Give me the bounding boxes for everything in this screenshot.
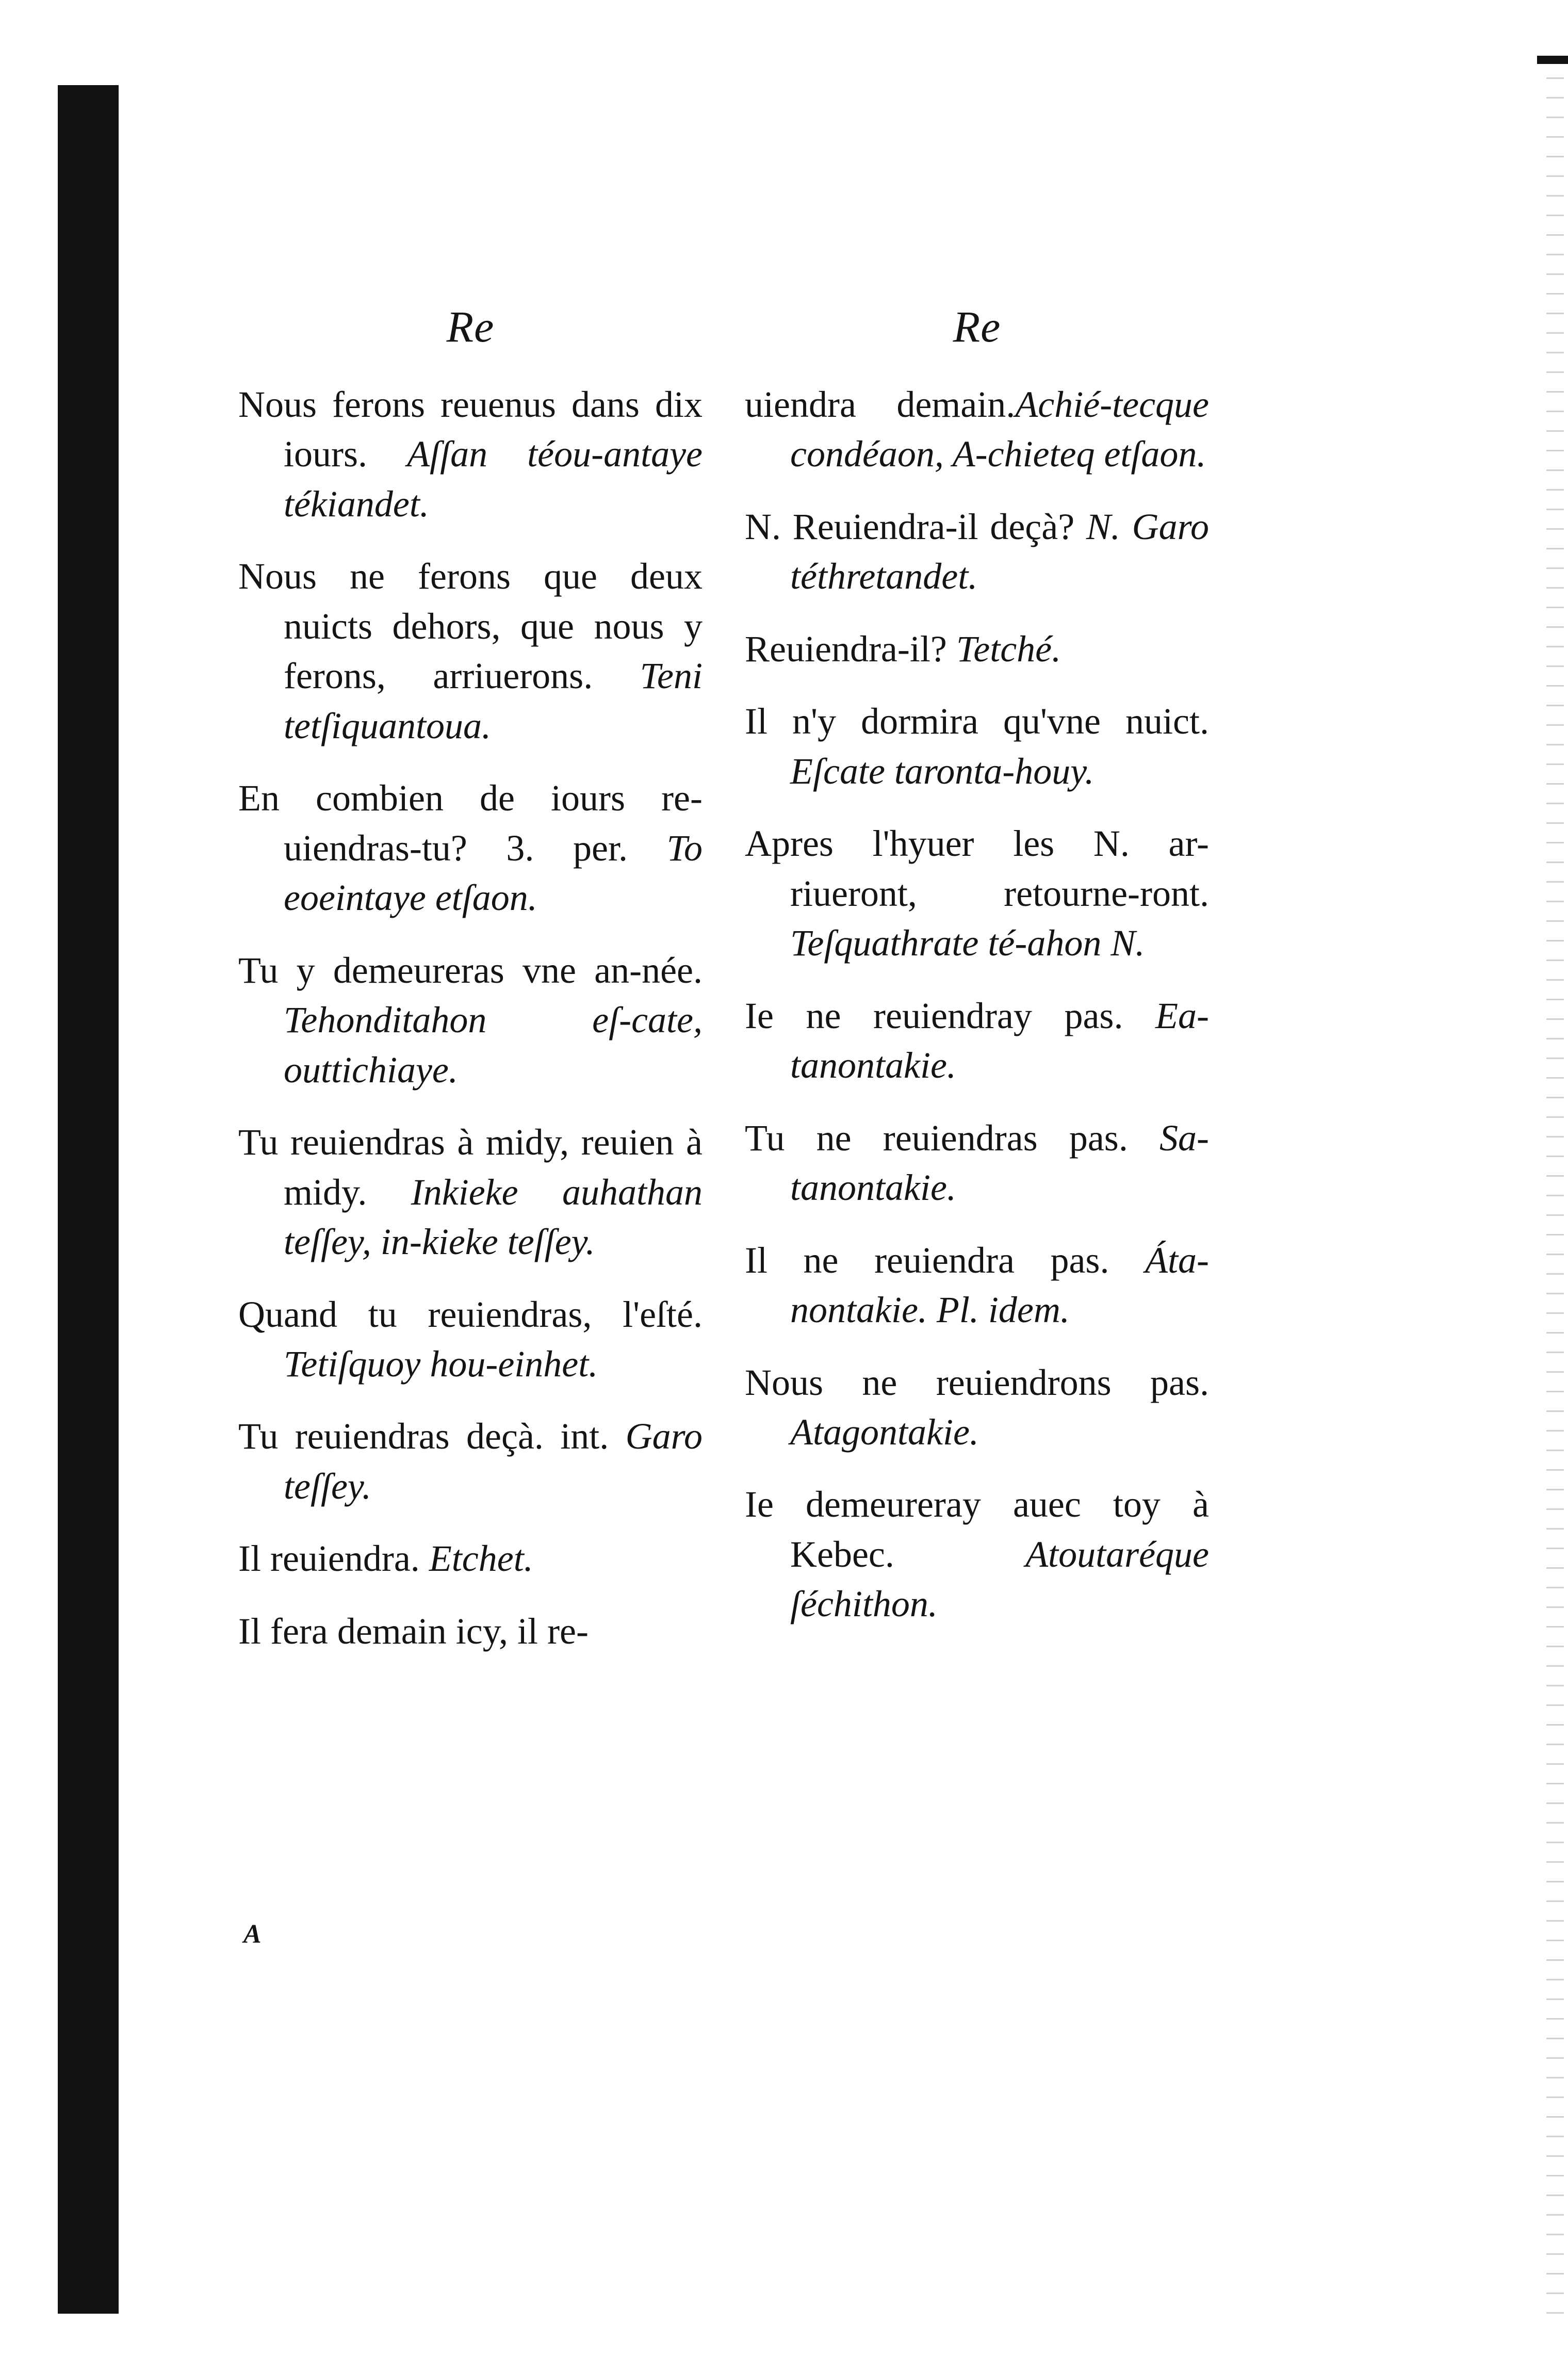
huron-translation: To eoeintaye etſaon. bbox=[284, 827, 703, 919]
huron-translation: Garo teſſey. bbox=[284, 1416, 703, 1507]
dictionary-entry bbox=[238, 1411, 703, 1511]
dictionary-entry bbox=[745, 624, 1209, 674]
huron-translation: Áta-nontakie. Pl. idem. bbox=[790, 1239, 1209, 1331]
right-entry-list bbox=[745, 380, 1209, 1629]
dictionary-entry bbox=[238, 1290, 703, 1389]
french-phrase: Nous ne reuiendrons pas. bbox=[745, 1361, 1209, 1403]
french-phrase: Tu reuiendras à midy, reuien à midy. bbox=[238, 1122, 703, 1213]
dictionary-entry bbox=[238, 1606, 703, 1656]
left-column bbox=[238, 304, 703, 1679]
right-column bbox=[745, 304, 1209, 1652]
french-phrase: Ie demeureray auec toy à Kebec. bbox=[745, 1484, 1209, 1575]
dictionary-entry bbox=[745, 1480, 1209, 1629]
huron-translation: N. Garo téthretandet. bbox=[790, 506, 1209, 597]
huron-translation: Achié-tecque condéaon, A-chieteq etſaon. bbox=[790, 384, 1209, 475]
french-phrase: Quand tu reuiendras, l'eſté. bbox=[238, 1293, 703, 1335]
huron-translation: Aſſan téou-antaye tékiandet. bbox=[284, 433, 703, 525]
dictionary-entry bbox=[745, 819, 1209, 968]
dictionary-entry bbox=[238, 380, 703, 529]
french-phrase: Il ne reuiendra pas. bbox=[745, 1239, 1146, 1281]
huron-translation: Atagontakie. bbox=[790, 1411, 979, 1453]
dictionary-entry bbox=[238, 551, 703, 751]
huron-translation: Teſquathrate té-ahon N. bbox=[790, 922, 1145, 964]
dictionary-entry bbox=[745, 1358, 1209, 1457]
french-phrase: Tu reuiendras deçà. int. bbox=[238, 1416, 626, 1457]
dictionary-entry bbox=[745, 991, 1209, 1091]
huron-translation: Tetché. bbox=[956, 628, 1061, 670]
huron-translation: Inkieke auhathan teſſey, in-kieke teſſey. bbox=[284, 1171, 703, 1263]
huron-translation: Eſcate taronta-houy. bbox=[790, 750, 1095, 792]
dictionary-entry bbox=[238, 1534, 703, 1583]
left-entry-list bbox=[238, 380, 703, 1656]
corner-mark bbox=[1537, 56, 1568, 64]
huron-translation: Atoutaréque ſéchithon. bbox=[790, 1533, 1209, 1625]
dictionary-entry bbox=[238, 946, 703, 1095]
huron-translation: Teni tetſiquantoua. bbox=[284, 655, 703, 746]
dictionary-entry bbox=[745, 1236, 1209, 1335]
dictionary-entry bbox=[745, 380, 1209, 479]
dictionary-entry bbox=[238, 773, 703, 922]
french-phrase: Il fera demain icy, il re- bbox=[238, 1610, 589, 1652]
french-phrase: En combien de iours re-uiendras-tu? 3. per. bbox=[238, 777, 703, 869]
dictionary-entry bbox=[745, 502, 1209, 602]
french-phrase: Nous ne ferons que deux nuicts dehors, que nous y ferons, arriuerons. bbox=[238, 556, 703, 697]
huron-translation: Ea-tanontakie. bbox=[790, 995, 1209, 1086]
french-phrase: Tu y demeureras vne an-née. bbox=[238, 949, 703, 991]
huron-translation: Sa-tanontakie. bbox=[790, 1117, 1209, 1209]
dictionary-entry bbox=[238, 1117, 703, 1266]
running-header-left: Re bbox=[446, 302, 495, 351]
book-binding-shadow bbox=[58, 85, 119, 2314]
french-phrase: Il n'y dormira qu'vne nuict. bbox=[745, 701, 1209, 742]
page-edge bbox=[1546, 72, 1564, 2321]
french-phrase: Reuiendra-il? bbox=[745, 628, 956, 670]
french-phrase: Tu ne reuiendras pas. bbox=[745, 1117, 1160, 1159]
huron-translation: Etchet. bbox=[429, 1538, 533, 1580]
french-phrase: Il reuiendra. bbox=[238, 1538, 429, 1580]
french-phrase: uiendra demain. bbox=[745, 384, 1016, 425]
running-header-right: Re bbox=[953, 302, 1001, 351]
catchword: A bbox=[243, 1920, 262, 1949]
french-phrase: N. Reuiendra-il deçà? bbox=[745, 506, 1086, 547]
french-phrase: Nous ferons reuenus dans dix iours. bbox=[238, 384, 703, 475]
huron-translation: Tetiſquoy hou-einhet. bbox=[284, 1343, 598, 1385]
dictionary-entry bbox=[745, 1113, 1209, 1213]
french-phrase: Apres l'hyuer les N. ar-riueront, retourne-ront. bbox=[745, 823, 1209, 914]
french-phrase: Ie ne reuiendray pas. bbox=[745, 995, 1156, 1036]
huron-translation: Tehonditahon eſ-cate, outtichiaye. bbox=[284, 999, 703, 1091]
dictionary-entry bbox=[745, 696, 1209, 796]
